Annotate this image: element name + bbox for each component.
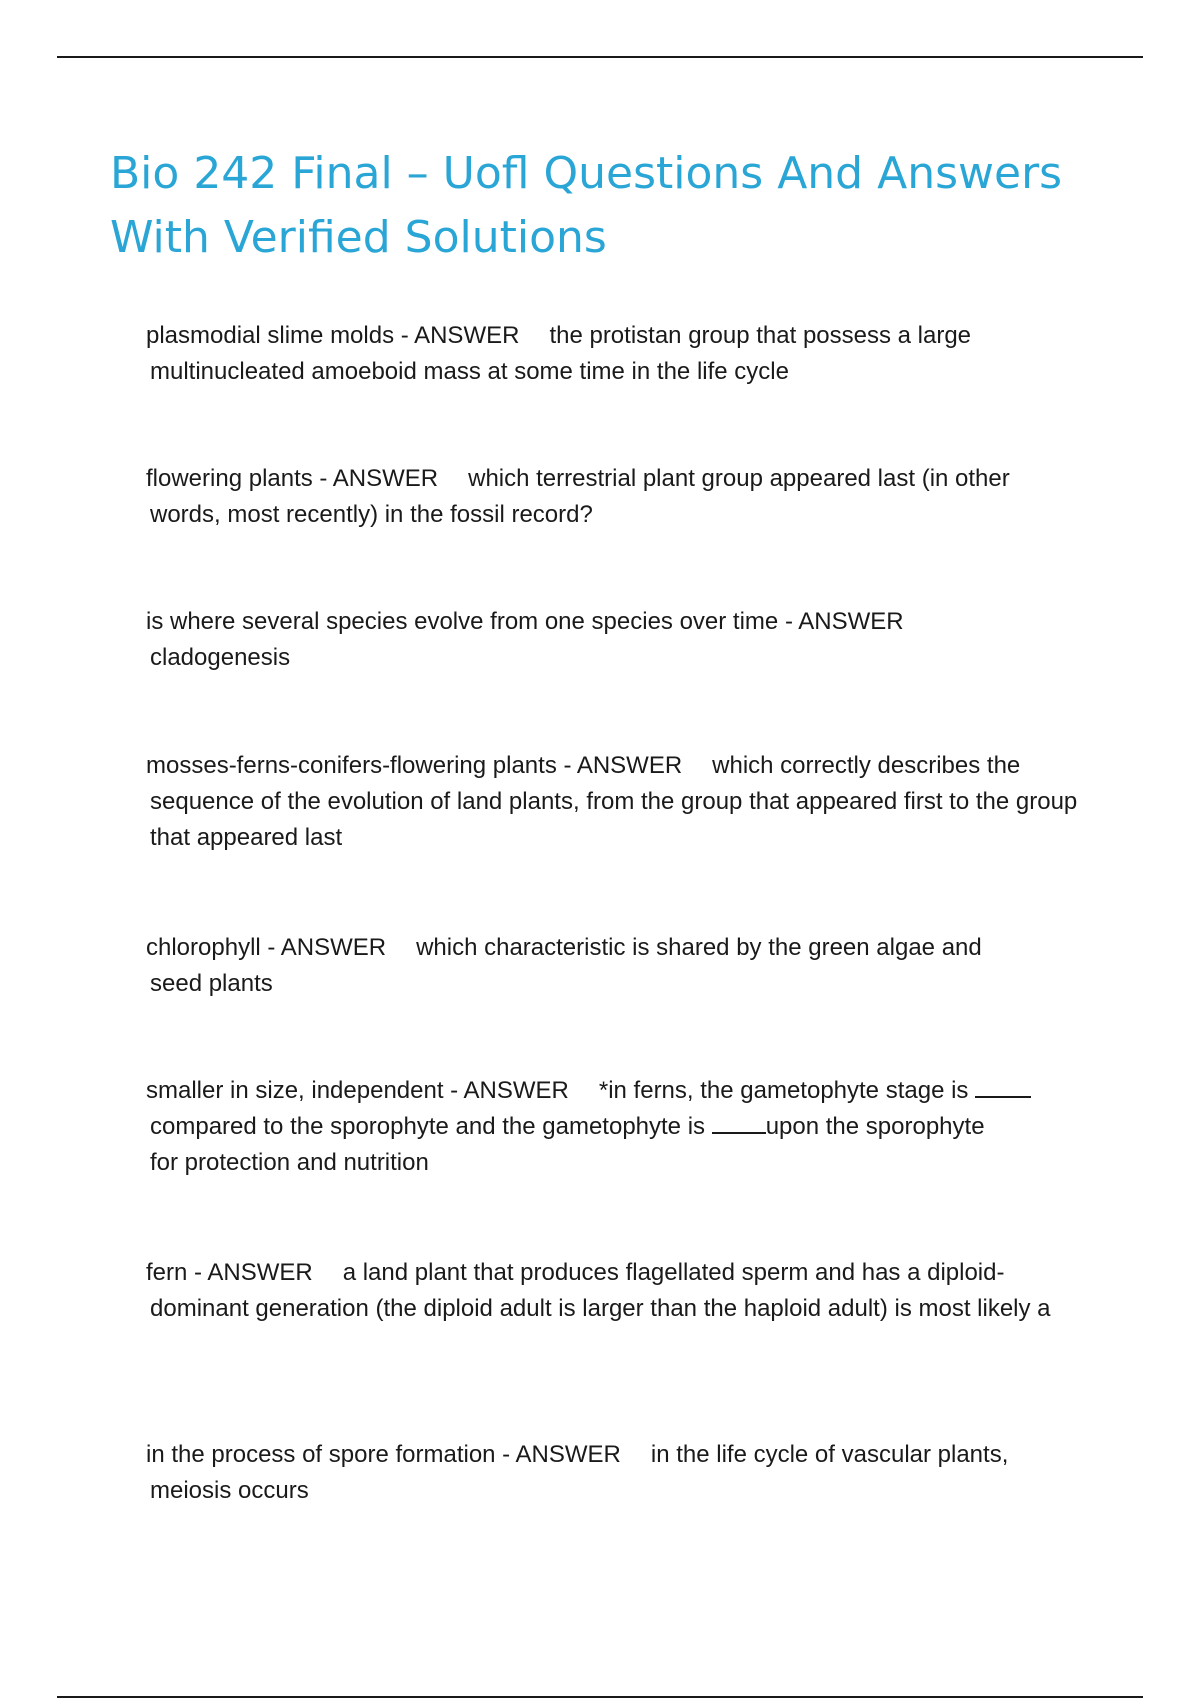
qa-item-6-text: *in ferns, the gametophyte stage is bbox=[598, 1077, 969, 1104]
qa-item-4-line1 bbox=[146, 748, 1106, 784]
qa-item-8-continuation: meiosis occurs bbox=[150, 1477, 309, 1504]
qa-item-5 bbox=[146, 930, 1106, 1002]
qa-item-4 bbox=[146, 748, 1106, 856]
qa-item-2 bbox=[146, 461, 1106, 533]
qa-item-1-text: the protistan group that possess a large bbox=[549, 322, 972, 349]
document-title: Bio 242 Final – Uofl Questions And Answers With Verified Solutions bbox=[110, 148, 1063, 263]
fill-in-blank bbox=[975, 1074, 1031, 1098]
qa-item-6-text-a: compared to the sporophyte and the gametophyte is bbox=[150, 1113, 706, 1140]
qa-item-5-text: which characteristic is shared by the green algae and bbox=[416, 934, 982, 961]
qa-item-8-line1 bbox=[146, 1437, 1106, 1473]
qa-item-7-text: a land plant that produces flagellated sperm and has a diploid- bbox=[342, 1259, 1005, 1286]
qa-item-3-term: is where several species evolve from one species over time - ANSWER bbox=[146, 608, 904, 635]
qa-item-2-text: which terrestrial plant group appeared last (in other bbox=[468, 465, 1010, 492]
qa-item-1-term: plasmodial slime molds - ANSWER bbox=[146, 322, 520, 349]
qa-item-3-continuation: cladogenesis bbox=[150, 644, 291, 671]
qa-item-6-line1 bbox=[146, 1073, 1106, 1109]
qa-item-5-continuation: seed plants bbox=[150, 970, 273, 997]
header-rule bbox=[57, 56, 1143, 58]
qa-item-7-line1 bbox=[146, 1255, 1106, 1291]
qa-item-4-continuation: sequence of the evolution of land plants, from the group that appeared first to the group that appeared last bbox=[150, 788, 1078, 851]
qa-item-6-text-b: upon the sporophyte bbox=[765, 1113, 985, 1140]
qa-item-7-continuation: dominant generation (the diploid adult is larger than the haploid adult) is most likely a bbox=[150, 1295, 1051, 1322]
qa-item-6-term: smaller in size, independent - ANSWER bbox=[146, 1077, 569, 1104]
qa-item-3-line1 bbox=[146, 604, 1106, 640]
qa-item-8-term: in the process of spore formation - ANSWER bbox=[146, 1441, 621, 1468]
qa-item-4-text: which correctly describes the bbox=[712, 752, 1021, 779]
qa-item-1-line1 bbox=[146, 318, 1106, 354]
qa-item-4-term: mosses-ferns-conifers-flowering plants - ANSWER bbox=[146, 752, 683, 779]
fill-in-blank bbox=[712, 1110, 766, 1134]
qa-item-1 bbox=[146, 318, 1106, 390]
qa-item-8 bbox=[146, 1437, 1106, 1509]
qa-item-7-term: fern - ANSWER bbox=[146, 1259, 313, 1286]
qa-item-7 bbox=[146, 1255, 1106, 1327]
qa-item-2-line1 bbox=[146, 461, 1106, 497]
qa-item-3 bbox=[146, 604, 1106, 676]
qa-item-1-continuation: multinucleated amoeboid mass at some time in the life cycle bbox=[150, 358, 789, 385]
footer-rule bbox=[57, 1696, 1143, 1698]
qa-item-8-text: in the life cycle of vascular plants, bbox=[650, 1441, 1009, 1468]
qa-item-2-continuation: words, most recently) in the fossil record? bbox=[150, 501, 593, 528]
qa-item-6-text-c: for protection and nutrition bbox=[150, 1149, 429, 1176]
qa-item-5-term: chlorophyll - ANSWER bbox=[146, 934, 387, 961]
qa-item-6-continuation bbox=[146, 1109, 1106, 1181]
qa-item-6 bbox=[146, 1073, 1106, 1181]
qa-item-5-line1 bbox=[146, 930, 1106, 966]
qa-item-2-term: flowering plants - ANSWER bbox=[146, 465, 439, 492]
